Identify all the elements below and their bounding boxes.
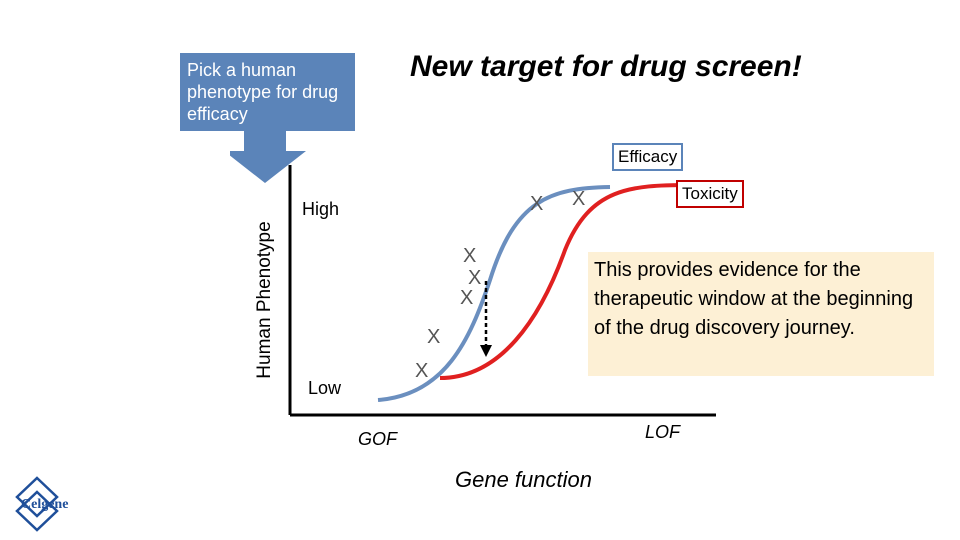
efficacy-curve [378,187,610,400]
down-arrow-icon [230,131,310,186]
x-axis-gof-label: GOF [358,429,397,449]
evidence-note-box: This provides evidence for the therapeutic window at the beginning of the drug discovery journey. [588,252,934,376]
data-point-marker: X [427,326,441,348]
data-point-marker: X [415,360,429,382]
x-axis-lof-label: LOF [645,422,681,442]
y-axis-label: Human Phenotype [254,221,275,379]
x-axis-label: Gene function [455,467,592,492]
data-point-marker: X [463,245,477,267]
data-point-marker: X [530,193,544,215]
data-point-marker: X [572,188,586,210]
y-axis-high-label: High [302,199,340,219]
slide-title: New target for drug screen! [410,50,802,83]
efficacy-label: Efficacy [612,143,683,171]
celgene-logo [15,475,87,533]
toxicity-label: Toxicity [676,180,744,208]
logo-text: Celgene [21,497,69,512]
data-point-marker: X [460,287,474,309]
shift-arrow-head [480,345,492,357]
phenotype-callout-box: Pick a human phenotype for drug efficacy [180,53,355,131]
data-point-marker: X [468,267,482,289]
y-axis-low-label: Low [308,378,342,398]
